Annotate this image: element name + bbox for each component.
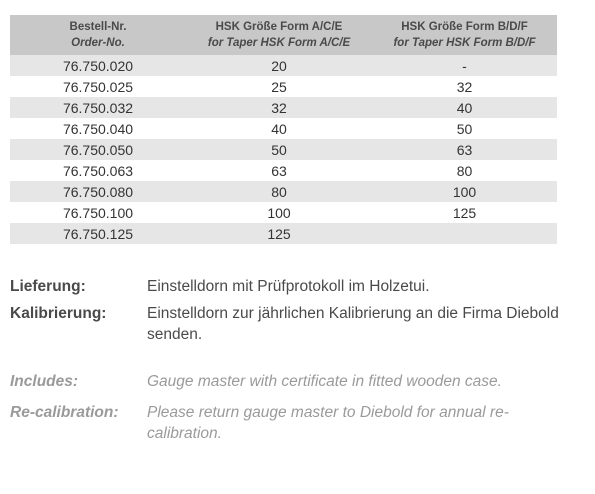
cell-hsk-bdf: 125 — [452, 204, 477, 221]
cell-order-no: 76.750.100 — [62, 204, 134, 221]
note-calibration-de — [10, 303, 570, 345]
table-row — [10, 160, 557, 181]
table-row — [10, 139, 557, 160]
header-label-en: for Taper HSK Form B/D/F — [393, 37, 536, 49]
cell-hsk-ace: 63 — [271, 162, 287, 179]
header-label-de: Bestell-Nr. — [69, 21, 127, 33]
cell-order-no: 76.750.063 — [62, 162, 134, 179]
cell-hsk-ace: 25 — [271, 78, 287, 95]
note-text: Einstelldorn mit Prüfprotokoll im Holzetui. — [147, 278, 430, 295]
cell-order-no: 76.750.050 — [10, 139, 186, 160]
cell-hsk-bdf: 100 — [372, 181, 557, 202]
cell-order-no: 76.750.020 — [10, 55, 186, 76]
table-row — [10, 223, 557, 244]
table-row — [10, 181, 557, 202]
table-row — [10, 118, 557, 139]
cell-hsk-ace: 50 — [186, 139, 372, 160]
note-label: Kalibrierung: — [10, 305, 107, 322]
header-label-de: HSK Größe Form A/C/E — [215, 21, 343, 33]
header-label-en: Order-No. — [71, 37, 125, 49]
table-row — [10, 202, 557, 223]
header-label-de: HSK Größe Form B/D/F — [401, 21, 528, 33]
header-hsk-ace — [186, 15, 372, 55]
cell-hsk-bdf: - — [372, 55, 557, 76]
cell-order-no: 76.750.032 — [10, 97, 186, 118]
note-text: Einstelldorn zur jährlichen Kalibrierung an die Firma Diebold senden. — [147, 305, 559, 343]
note-label: Lieferung: — [10, 278, 86, 295]
note-text: Please return gauge master to Diebold for annual re-calibration. — [147, 404, 509, 442]
cell-order-no: 76.750.080 — [10, 181, 186, 202]
cell-hsk-ace: 32 — [186, 97, 372, 118]
cell-hsk-ace: 100 — [267, 204, 291, 221]
note-text: Gauge master with certificate in fitted wooden case. — [147, 373, 502, 390]
cell-hsk-bdf: 50 — [456, 120, 473, 137]
table-header-row — [10, 15, 557, 55]
header-order-no — [10, 15, 186, 55]
cell-hsk-ace: 40 — [271, 120, 287, 137]
table-row — [10, 97, 557, 118]
note-recalibration-en — [10, 402, 570, 444]
table-row — [10, 76, 557, 97]
cell-hsk-bdf: 80 — [456, 162, 473, 179]
header-hsk-bdf — [372, 15, 557, 55]
cell-order-no: 76.750.125 — [10, 223, 186, 244]
cell-hsk-bdf — [372, 223, 557, 244]
note-label: Re-calibration: — [10, 404, 119, 421]
note-includes-en — [10, 371, 570, 392]
cell-order-no: 76.750.025 — [62, 78, 134, 95]
notes-section — [10, 276, 570, 444]
cell-hsk-ace: 20 — [186, 55, 372, 76]
header-label-en: for Taper HSK Form A/C/E — [207, 37, 351, 49]
note-label: Includes: — [10, 373, 79, 390]
cell-hsk-ace: 80 — [186, 181, 372, 202]
cell-hsk-ace: 125 — [186, 223, 372, 244]
note-delivery-de — [10, 276, 570, 297]
cell-order-no: 76.750.040 — [62, 120, 134, 137]
table-row — [10, 55, 557, 76]
cell-hsk-bdf: 32 — [456, 78, 473, 95]
order-table — [10, 15, 557, 244]
cell-hsk-bdf: 40 — [372, 97, 557, 118]
cell-hsk-bdf: 63 — [372, 139, 557, 160]
